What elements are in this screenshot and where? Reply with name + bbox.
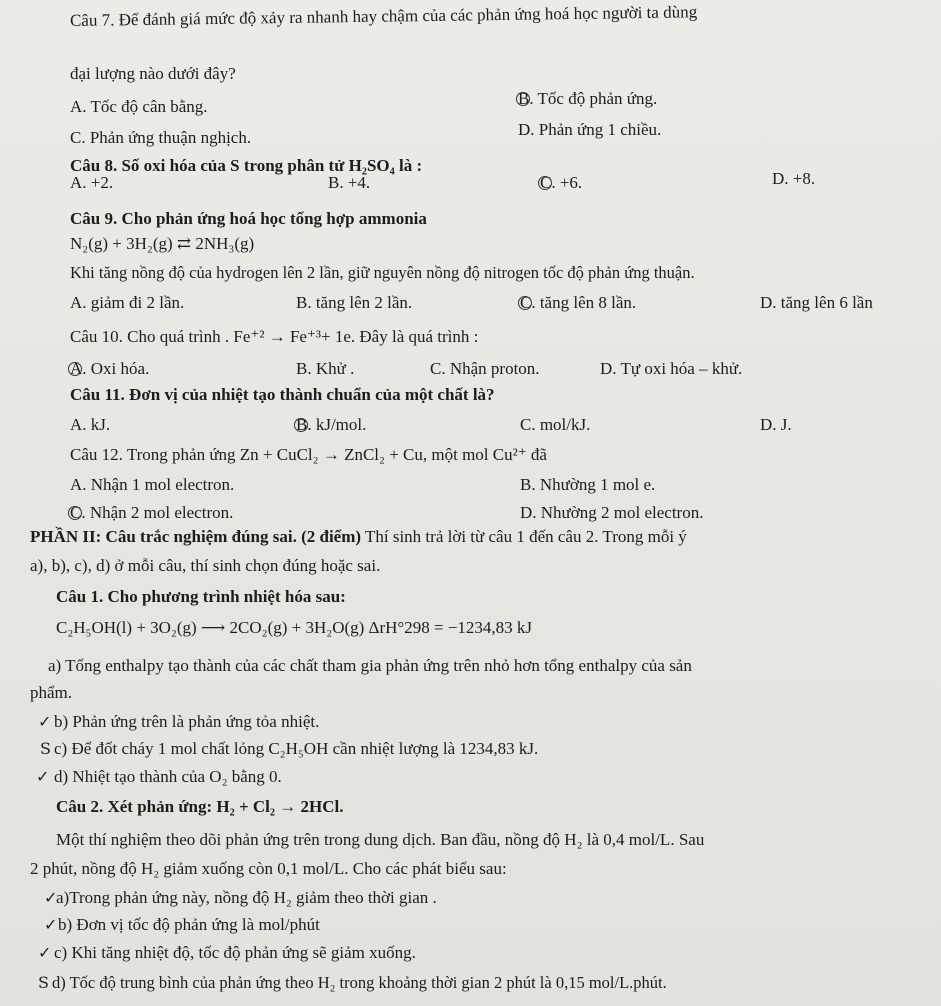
- p1-statement-c[interactable]: c) Để đốt cháy 1 mol chất lỏng C₂H₅OH cần nhiệt lượng là 1234,83 kJ.: [54, 739, 539, 758]
- p1-statement-a-line1[interactable]: a) Tổng enthalpy tạo thành của các chất tham gia phản ứng trên nhỏ hơn tổng enthalpy của sản: [48, 656, 692, 675]
- q8-option-c[interactable]: C. +6.: [540, 173, 583, 192]
- q7-stem-line2: đại lượng nào dưới đây?: [70, 64, 236, 83]
- q10-answer-circle-icon: [68, 362, 82, 376]
- q10-option-a[interactable]: A. Oxi hóa.: [70, 359, 150, 378]
- q9-option-b[interactable]: B. tăng lên 2 lần.: [296, 293, 413, 312]
- q7-option-b[interactable]: B. Tốc độ phản ứng.: [518, 89, 658, 108]
- q12-option-c[interactable]: C. Nhận 2 mol electron.: [70, 503, 234, 522]
- p2-statement-c[interactable]: c) Khi tăng nhiệt độ, tốc độ phản ứng sẽ giảm xuống.: [54, 943, 416, 962]
- p1-statement-a-line2: phẩm.: [30, 683, 73, 702]
- q8-option-d[interactable]: D. +8.: [772, 169, 816, 188]
- q8-option-b[interactable]: B. +4.: [328, 173, 371, 192]
- q11-option-b[interactable]: B. kJ/mol.: [296, 415, 367, 434]
- p2-d-mark: S: [38, 973, 49, 992]
- p2-c-check-icon: ✓: [38, 943, 52, 962]
- part2-heading-line1: [30, 526, 687, 548]
- q10-option-d[interactable]: D. Tự oxi hóa – khử.: [600, 359, 743, 378]
- q9-option-d[interactable]: D. tăng lên 6 lần: [760, 293, 873, 312]
- part2-heading-bold: PHẦN II: Câu trắc nghiệm đúng sai. (2 điểm): [30, 527, 362, 546]
- q7-stem-text: Câu 7. Để đánh giá mức độ xảy ra nhanh hay chậm của các phản ứng hoá học người ta dùng: [69, 2, 698, 30]
- q8-option-a[interactable]: A. +2.: [70, 173, 114, 192]
- q7-option-a[interactable]: A. Tốc độ cân bằng.: [70, 97, 208, 116]
- q9-stem: Câu 9. Cho phản ứng hoá học tổng hợp ammonia: [70, 209, 427, 228]
- q10-option-b[interactable]: B. Khử .: [296, 359, 355, 378]
- p1-d-check-icon: ✓: [36, 767, 50, 786]
- q11-option-a[interactable]: A. kJ.: [70, 415, 111, 434]
- q7-answer-circle-icon: [516, 92, 530, 106]
- p1-stem: Câu 1. Cho phương trình nhiệt hóa sau:: [56, 587, 346, 606]
- q7-option-d[interactable]: D. Phản ứng 1 chiều.: [518, 120, 662, 139]
- q12-answer-circle-icon: [68, 506, 82, 520]
- p2-text-line1: Một thí nghiệm theo dõi phản ứng trên trong dung dịch. Ban đầu, nồng độ H₂ là 0,4 mol/L. Sau: [56, 830, 705, 849]
- p2-statement-b[interactable]: b) Đơn vị tốc độ phản ứng là mol/phút: [58, 915, 320, 934]
- p1-statement-d[interactable]: d) Nhiệt tạo thành của O₂ bằng 0.: [54, 767, 282, 786]
- q10-option-c[interactable]: C. Nhận proton.: [430, 359, 540, 378]
- q9-option-c[interactable]: C. tăng lên 8 lần.: [520, 293, 637, 312]
- q8-stem: Câu 8. Số oxi hóa của S trong phân tử H₂SO₄ là :: [70, 156, 423, 175]
- p2-b-check-icon: ✓: [44, 915, 58, 934]
- p1-b-check-icon: ✓: [38, 712, 52, 731]
- part2-heading-rest: Thí sinh trả lời từ câu 1 đến câu 2. Trong mỗi ý: [361, 527, 687, 546]
- p2-statement-a[interactable]: a)Trong phản ứng này, nồng độ H₂ giảm theo thời gian .: [56, 888, 437, 907]
- q9-equation: N₂(g) + 3H₂(g) ⇄ 2NH₃(g): [70, 234, 255, 253]
- q9-answer-circle-icon: [518, 296, 532, 310]
- p1-statement-b[interactable]: b) Phản ứng trên là phản ứng tỏa nhiệt.: [54, 712, 320, 731]
- q7-stem-line1: [70, 1, 697, 32]
- q11-option-d[interactable]: D. J.: [760, 415, 792, 434]
- p2-text-line2: 2 phút, nồng độ H₂ giảm xuống còn 0,1 mol/L. Cho các phát biểu sau:: [30, 859, 507, 878]
- q12-option-a[interactable]: A. Nhận 1 mol electron.: [70, 475, 235, 494]
- q9-option-a[interactable]: A. giảm đi 2 lần.: [70, 293, 185, 312]
- p1-c-mark: S: [40, 739, 51, 758]
- q12-option-d[interactable]: D. Nhường 2 mol electron.: [520, 503, 704, 522]
- q9-text: Khi tăng nồng độ của hydrogen lên 2 lần, giữ nguyên nồng độ nitrogen tốc độ phản ứng thuận.: [70, 263, 695, 282]
- p2-statement-d[interactable]: d) Tốc độ trung bình của phản ứng theo H₂ trong khoảng thời gian 2 phút là 0,15 mol/L.phút.: [52, 973, 667, 992]
- p1-equation: C₂H₅OH(l) + 3O₂(g) ⟶ 2CO₂(g) + 3H₂O(g) ΔrH°298 = −1234,83 kJ: [56, 618, 533, 637]
- p2-a-check-icon: ✓: [44, 888, 58, 907]
- q12-option-b[interactable]: B. Nhường 1 mol e.: [520, 475, 656, 494]
- p2-stem: Câu 2. Xét phản ứng: H₂ + Cl₂ → 2HCl.: [56, 797, 344, 816]
- q11-answer-circle-icon: [294, 418, 308, 432]
- q12-stem: Câu 12. Trong phản ứng Zn + CuCl₂ → ZnCl₂ + Cu, một mol Cu²⁺ đã: [70, 445, 547, 464]
- q11-stem: Câu 11. Đơn vị của nhiệt tạo thành chuẩn của một chất là?: [70, 385, 495, 404]
- q10-stem: Câu 10. Cho quá trình . Fe⁺² → Fe⁺³+ 1e. Đây là quá trình :: [70, 327, 479, 346]
- q8-answer-circle-icon: [538, 176, 552, 190]
- part2-heading-line2: a), b), c), d) ở mỗi câu, thí sinh chọn đúng hoặc sai.: [30, 556, 381, 575]
- q7-option-c[interactable]: C. Phản ứng thuận nghịch.: [70, 128, 252, 147]
- q11-option-c[interactable]: C. mol/kJ.: [520, 415, 591, 434]
